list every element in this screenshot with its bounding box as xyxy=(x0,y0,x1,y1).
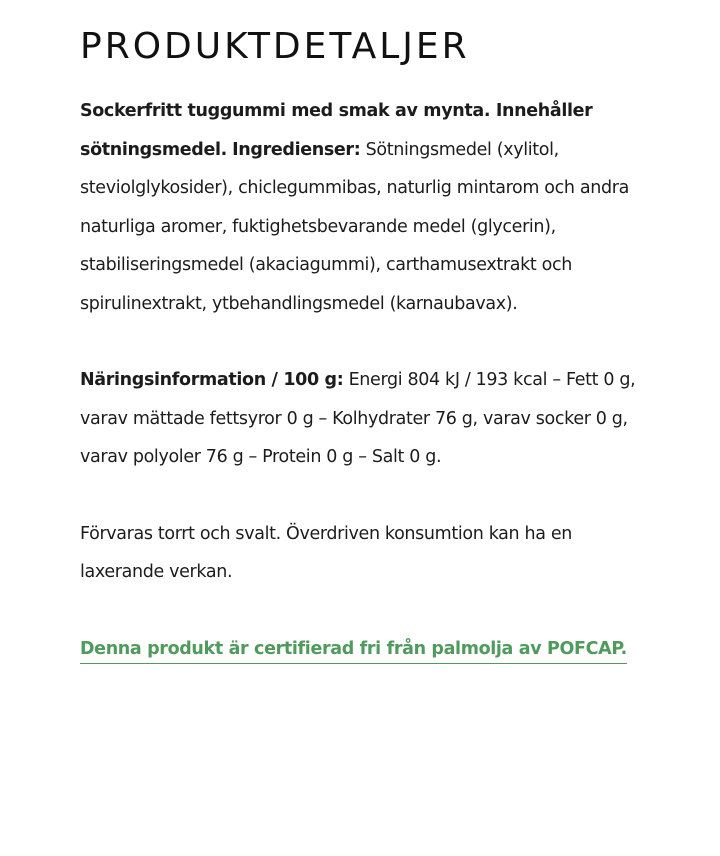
storage-paragraph: Förvaras torrt och svalt. Överdriven konsumtion kan ha en laxerande verkan. xyxy=(80,523,572,582)
certification-link[interactable]: Denna produkt är certifierad fri från palmolja av POFCAP. xyxy=(80,639,627,664)
page-title: PRODUKTDETALJER xyxy=(80,26,470,67)
nutrition-label: Näringsinformation / 100 g: xyxy=(80,370,344,390)
nutrition-paragraph xyxy=(80,361,640,477)
product-intro: Sockerfritt tuggummi med smak av mynta. Innehåller sötningsmedel. xyxy=(80,101,593,160)
ingredients-paragraph xyxy=(80,92,640,323)
nutrition-text: Energi 804 kJ / 193 kcal – Fett 0 g, varav mättade fettsyror 0 g – Kolhydrater 76 g, varav socker 0 g, varav polyoler 76 g – Protein 0 g – Salt 0 g. xyxy=(80,370,636,467)
certification-paragraph xyxy=(80,630,640,669)
ingredients-label: Ingredienser: xyxy=(232,139,361,160)
product-details-content xyxy=(80,92,640,706)
ingredients-text: Sötningsmedel (xylitol, steviolglykosider), chiclegummibas, naturlig mintarom och andra naturliga aromer, fuktighetsbevarande medel (glycerin), stabiliseringsmedel (akaciagummi), carthamusextrakt och spirulinextrakt, ytbehandlingsmedel (karnaubavax). xyxy=(80,139,629,314)
